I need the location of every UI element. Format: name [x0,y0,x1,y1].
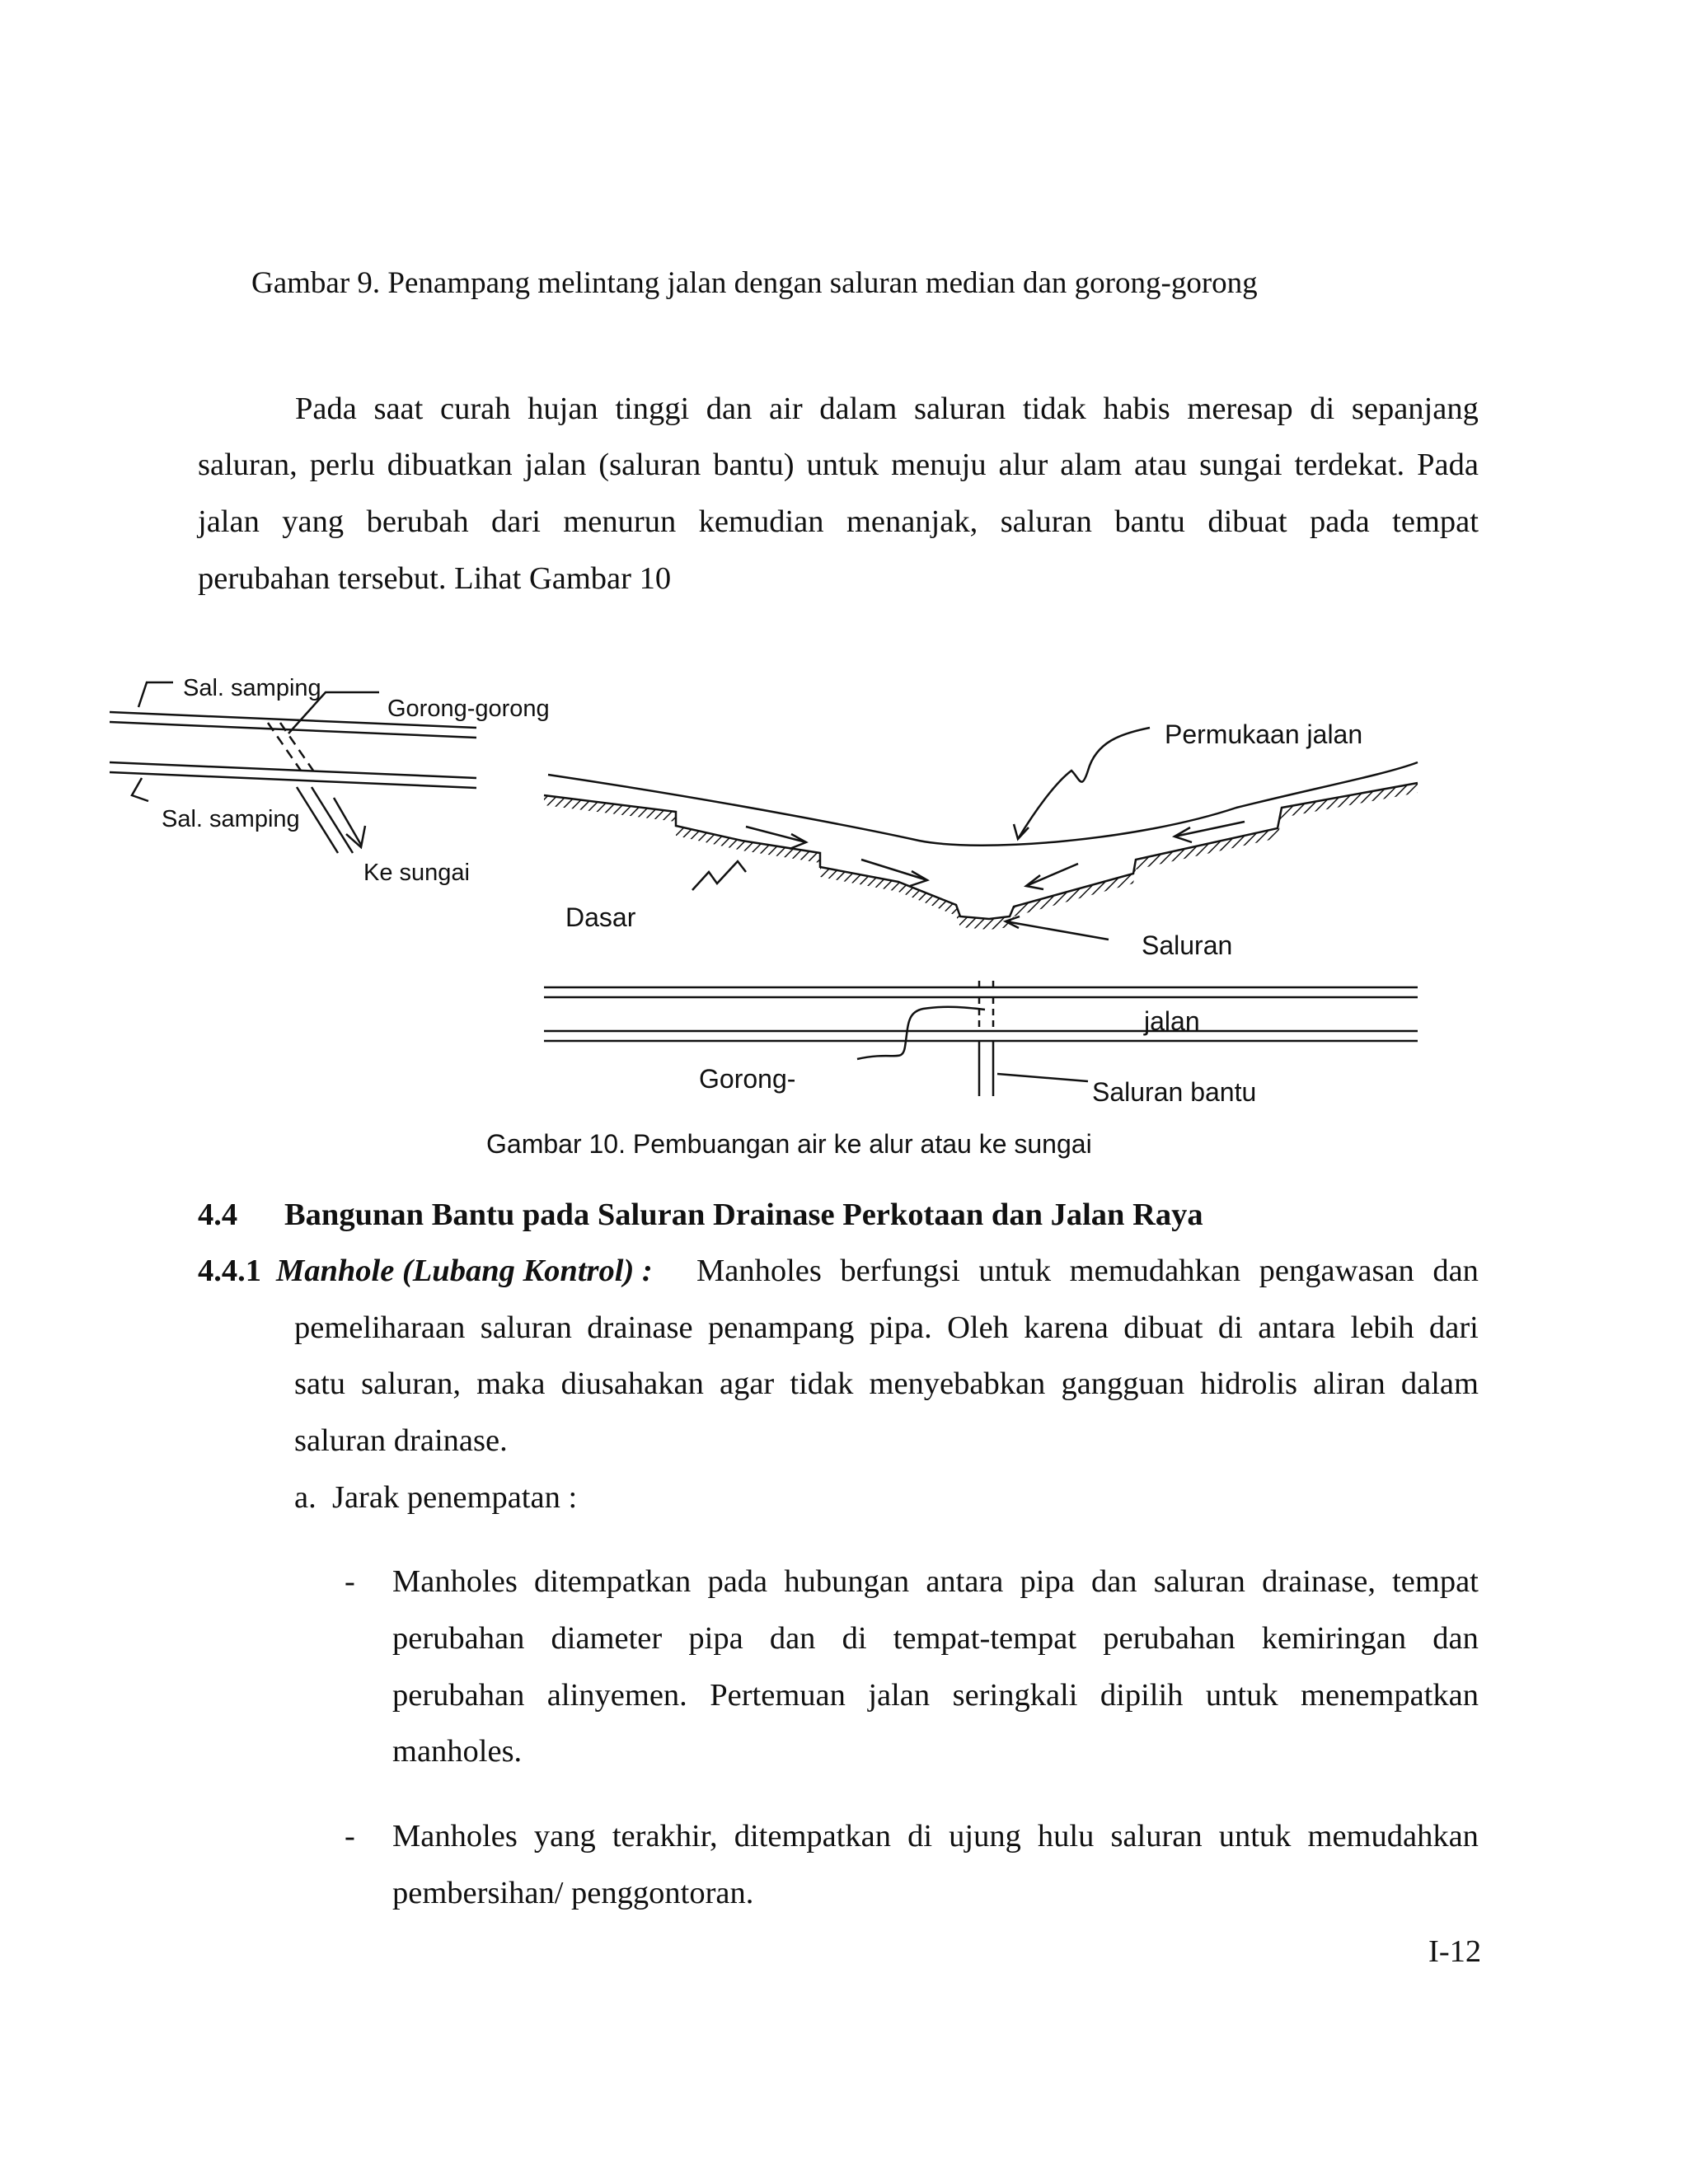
word: diameter [551,1621,663,1656]
word: pemeliharaan [294,1310,466,1345]
word: karena [1024,1310,1109,1345]
word: dan [706,391,753,426]
word: bantu) [713,448,795,482]
word: pipa. [869,1310,932,1345]
word: untuk [1205,1678,1278,1713]
word: saluran [480,1310,572,1345]
word: jalan [198,504,260,539]
word: terdekat. [1294,448,1405,482]
word: Pertemuan [710,1678,846,1713]
word: satu [294,1366,346,1401]
word: perubahan [392,1621,525,1656]
word: terakhir, [612,1819,718,1854]
word: menanjak, [846,504,978,539]
word: saluran [1110,1819,1203,1854]
word: alinyemen. [546,1678,687,1713]
word: menurun [563,504,677,539]
word: drainase, [1262,1564,1376,1599]
word: untuk [806,448,879,482]
label-gorong-gorong-top: Gorong-gorong [387,696,550,722]
word: perubahan [392,1678,525,1713]
section-4-4-1-line-3 [294,1362,1479,1405]
section-4-4-1-line-2 [294,1306,1479,1349]
figure-9-caption: Gambar 9. Penampang melintang jalan dengan saluran median dan gorong-gorong [251,266,1258,300]
word: berubah [366,504,469,539]
ground-hatch [544,783,1418,930]
word: habis [1103,391,1170,426]
word: dan [1090,1564,1137,1599]
word: kemiringan [1261,1621,1407,1656]
leader-saluran-bantu [997,1074,1088,1081]
word: dan [769,1621,816,1656]
word: untuk [978,1254,1052,1288]
word: saat [373,391,424,426]
word: dan [1432,1254,1479,1288]
word: seringkali [952,1678,1078,1713]
word: saluran [1000,504,1092,539]
word: Manholes [696,1254,822,1288]
word: Pada [295,391,357,426]
word: Manholes [392,1819,518,1854]
word: kemudian [698,504,824,539]
bullet-2-line-1 [392,1815,1479,1858]
word: aliran [1313,1366,1386,1401]
paragraph-1-line-4: perubahan tersebut. Lihat Gambar 10 [198,561,672,596]
word: air [769,391,803,426]
word: atau [1134,448,1188,482]
bullet-1-dash: - [345,1564,355,1599]
word: di [1310,391,1335,426]
word: yang [282,504,345,539]
word: dalam [819,391,898,426]
word: dari [491,504,541,539]
bullet-1-line-4: manholes. [392,1734,523,1769]
word: untuk [1218,1819,1292,1854]
word: yang [533,1819,596,1854]
word: pada [707,1564,768,1599]
word: menyebabkan [869,1366,1046,1401]
word: saluran, [361,1366,461,1401]
section-4-4-number: 4.4 [198,1197,238,1232]
plan-outlet [297,787,365,853]
section-4-4-1-line-4: saluran drainase. [294,1423,508,1458]
word: Manholes [392,1564,518,1599]
section-4-4-1-line-1 [696,1249,1479,1292]
word: penampang [707,1310,855,1345]
word: dibuatkan [387,448,513,482]
label-jalan: jalan [1144,1006,1200,1036]
word: jalan [524,448,587,482]
word: alam [1060,448,1123,482]
word: hidrolis [1200,1366,1297,1401]
word: menuju [891,448,987,482]
word: tidak [790,1366,854,1401]
word: dalam [1400,1366,1479,1401]
word: ditempatkan [534,1564,692,1599]
word: dari [1428,1310,1479,1345]
word: memudahkan [1069,1254,1241,1288]
ground-profile [544,783,1418,919]
label-saluran: Saluran [1142,930,1233,960]
leader-sal-samping-top [138,682,173,707]
word: dibuat [1123,1310,1203,1345]
bullet-1-line-2 [392,1617,1479,1660]
word: sepanjang [1351,391,1479,426]
bullet-2-line-2: pembersihan/ penggontoran. [392,1876,754,1910]
word: saluran, [198,448,298,482]
page-number: I-12 [1428,1934,1482,1969]
label-saluran-bantu: Saluran bantu [1092,1077,1257,1107]
word: alur [998,448,1048,482]
word: saluran [1153,1564,1245,1599]
word: maka [476,1366,546,1401]
word: tempat [1392,504,1479,539]
leader-saluran [1006,921,1109,940]
word: perlu [309,448,375,482]
word: dan [1432,1621,1479,1656]
word: Oleh [947,1310,1009,1345]
word: gangguan [1061,1366,1185,1401]
word: curah [439,391,511,426]
word: lebih [1350,1310,1414,1345]
word: Pada [1417,448,1479,482]
word: tinggi [615,391,690,426]
word: tempat [1392,1564,1479,1599]
label-permukaan-jalan: Permukaan jalan [1165,719,1363,749]
word: di [907,1819,933,1854]
word: hulu [1037,1819,1095,1854]
word: memudahkan [1307,1819,1479,1854]
word: meresap [1187,391,1293,426]
section-4-4-1-number: 4.4.1 [198,1254,261,1288]
word: ujung [949,1819,1021,1854]
word: sungai [1199,448,1282,482]
label-ke-sungai: Ke sungai [363,860,470,886]
bottom-plan-road [544,987,1418,1041]
word: tidak [1022,391,1086,426]
leader-dasar [692,861,746,890]
word: ditempatkan [734,1819,892,1854]
word: drainase [587,1310,693,1345]
word: perubahan [1103,1621,1236,1656]
word: bantu [1114,504,1185,539]
section-4-4-title: Bangunan Bantu pada Saluran Drainase Perkotaan dan Jalan Raya [284,1197,1203,1232]
word: hujan [528,391,598,426]
word: menempatkan [1301,1678,1479,1713]
word: pipa [688,1621,743,1656]
leader-permukaan-jalan [1018,728,1150,839]
figure-10-caption: Gambar 10. Pembuangan air ke alur atau ke sungai [486,1129,1092,1159]
word: dipilih [1100,1678,1184,1713]
word: berfungsi [840,1254,960,1288]
bullet-1-line-1 [392,1560,1479,1603]
leader-gorong-bottom [857,1007,985,1059]
bullet-1-line-3 [392,1674,1479,1717]
word: antara [1258,1310,1336,1345]
word: pipa [1020,1564,1075,1599]
word: di [842,1621,867,1656]
label-dasar: Dasar [565,902,636,932]
word: pengawasan [1259,1254,1414,1288]
word: tempat-tempat [893,1621,1077,1656]
word: dibuat [1207,504,1287,539]
plan-side-channels [110,712,476,788]
sub-a-heading: a. Jarak penempatan : [294,1480,578,1515]
bullet-2-dash: - [345,1819,355,1854]
label-sal-samping-bottom: Sal. samping [162,806,300,832]
label-sal-samping-top: Sal. samping [183,675,321,701]
word: diusahakan [560,1366,704,1401]
word: saluran [914,391,1006,426]
word: (saluran [598,448,701,482]
label-gorong-bottom: Gorong- [699,1064,796,1094]
word: antara [926,1564,1004,1599]
word: hubungan [784,1564,910,1599]
word: di [1217,1310,1243,1345]
leader-sal-samping-bottom [132,778,148,801]
word: agar [719,1366,775,1401]
word: pada [1310,504,1370,539]
section-4-4-1-title: Manhole (Lubang Kontrol) : [276,1254,653,1288]
word: jalan [868,1678,931,1713]
